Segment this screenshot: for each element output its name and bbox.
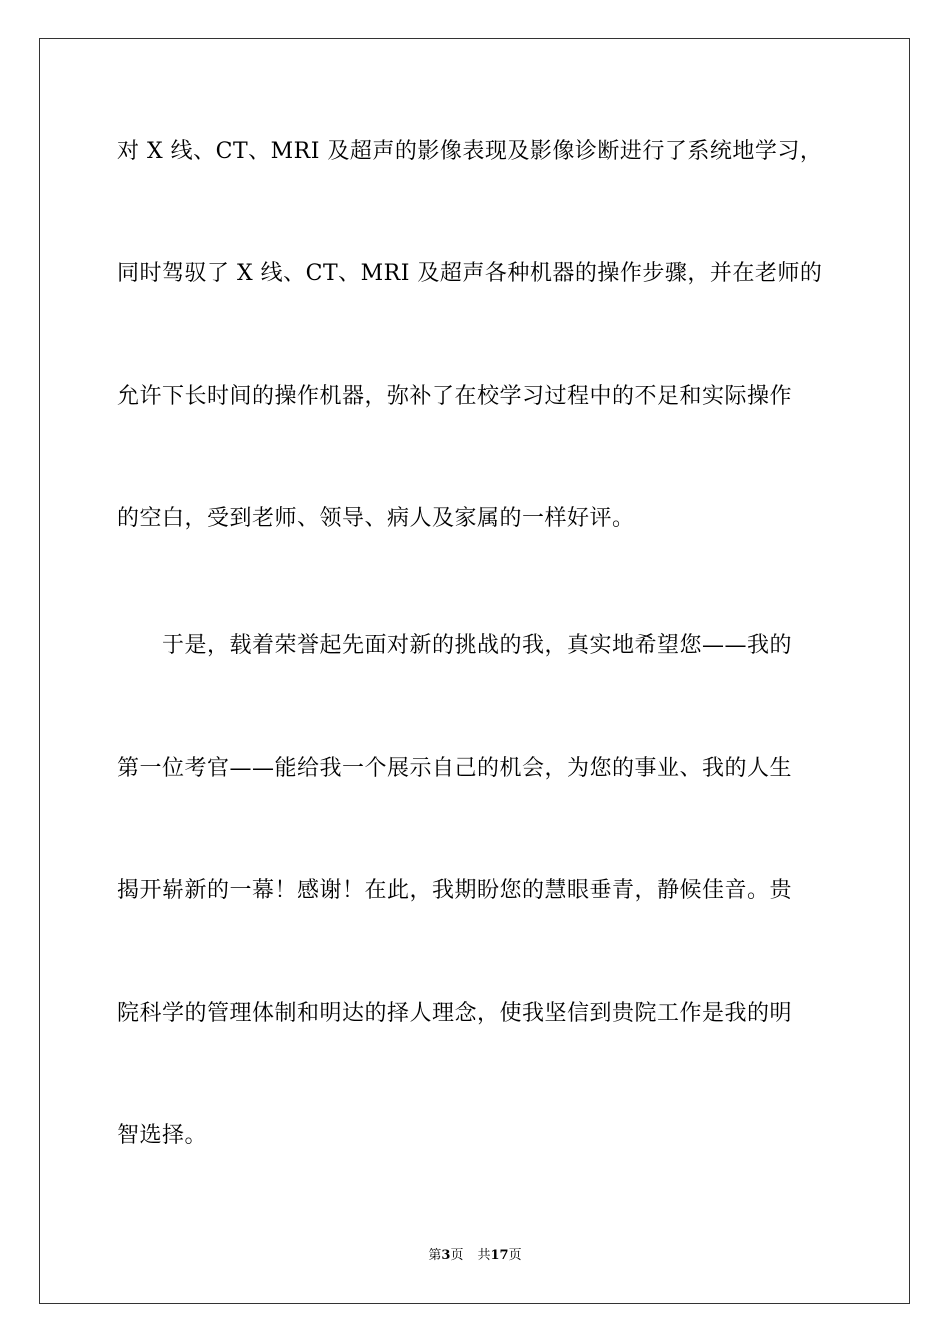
paragraph-line: 揭开崭新的一幕！感谢！在此，我期盼您的慧眼垂青，静候佳音。贵 <box>117 878 793 903</box>
paragraph-line: 第一位考官——能给我一个展示自己的机会，为您的事业、我的人生 <box>117 756 793 781</box>
paragraph-line: 允许下长时间的操作机器，弥补了在校学习过程中的不足和实际操作 <box>117 384 793 409</box>
paragraph-line: 院科学的管理体制和明达的择人理念，使我坚信到贵院工作是我的明 <box>117 1001 793 1026</box>
paragraph-line: 于是，载着荣誉起先面对新的挑战的我，真实地希望您——我的 <box>117 633 793 658</box>
total-pages: 17 <box>490 1248 509 1263</box>
paragraph-line: 对 X 线、CT、MRI 及超声的影像表现及影像诊断进行了系统地学习， <box>117 139 823 164</box>
page-number: 3 <box>441 1248 451 1263</box>
total-suffix: 页 <box>508 1248 522 1263</box>
page-border <box>39 38 910 1304</box>
page-footer <box>0 1247 950 1265</box>
page-prefix: 第 <box>428 1248 442 1263</box>
paragraph-line: 智选择。 <box>117 1123 208 1148</box>
paragraph-line: 的空白，受到老师、领导、病人及家属的一样好评。 <box>117 506 635 531</box>
total-prefix: 共 <box>477 1248 491 1263</box>
page-suffix: 页 <box>450 1248 464 1263</box>
paragraph-line: 同时驾驭了 X 线、CT、MRI 及超声各种机器的操作步骤，并在老师的 <box>117 261 823 286</box>
